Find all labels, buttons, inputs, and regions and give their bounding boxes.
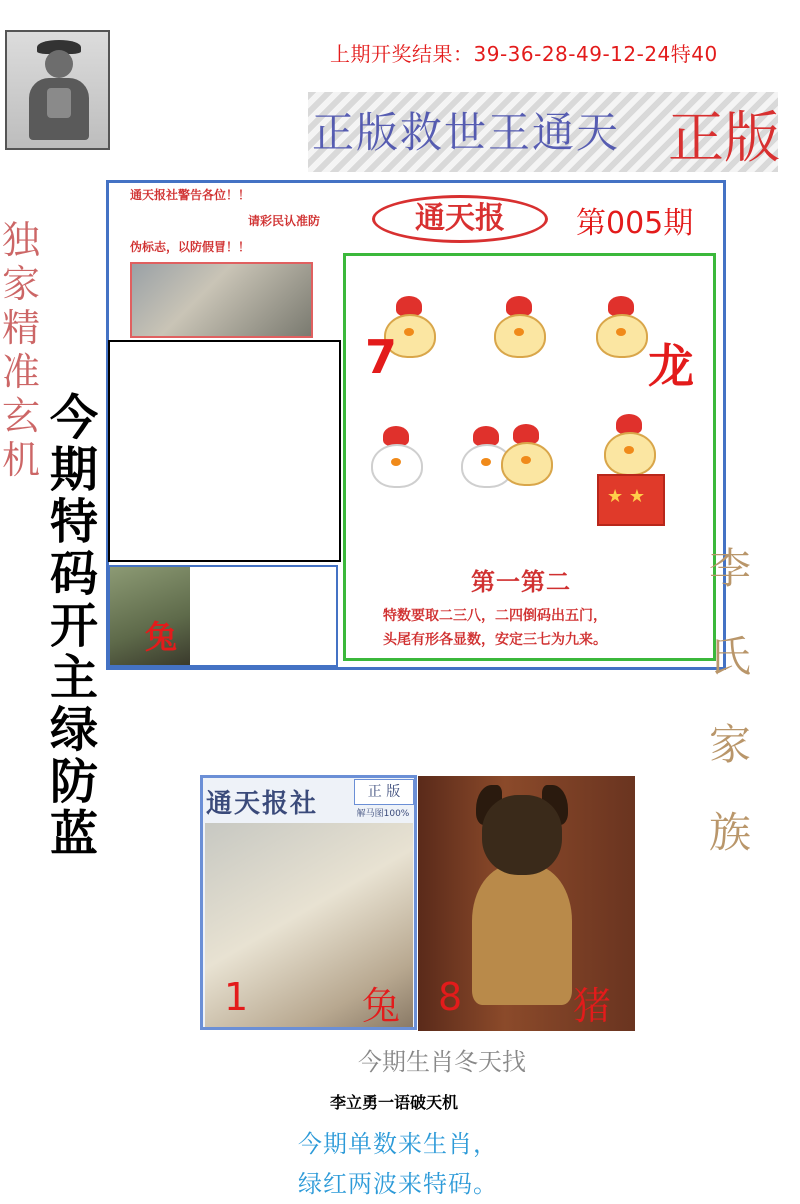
number-seven: 7 (365, 330, 398, 384)
white-rooster-icon (365, 420, 427, 490)
poem-line1: 特数要取二三八，二四倒码出五门， (383, 608, 607, 624)
notice-line2: 请彩民认准防 (247, 214, 320, 228)
caption-block (298, 1124, 498, 1204)
rabbit-label-small: 兔 (145, 618, 178, 656)
number-eight: 8 (438, 975, 463, 1019)
poem-line2: 头尾有形各显数，安定三七为九来。 (383, 632, 607, 648)
badge-subtitle: 解马图100% (356, 809, 410, 819)
banner-zheng: 正版 (668, 106, 780, 171)
zhengban-badge: 正 版 (354, 779, 414, 805)
caption-line4: 绿红两波来特码。 (298, 1170, 498, 1198)
number-one: 1 (224, 975, 249, 1019)
notice-line1: 通天报社警告各位！！ (130, 188, 251, 202)
rabbit-label: 兔 (362, 984, 401, 1028)
rooster-icon (495, 418, 557, 488)
caption-line1: 今期生肖冬天找 (358, 1048, 526, 1076)
issue-number: 第005期 (576, 206, 694, 241)
panel-title: 通天报社 (206, 789, 319, 819)
left-vertical-text: 独家精准玄机 (2, 218, 41, 482)
rooster-icon (488, 290, 550, 360)
snake-photo (130, 262, 313, 338)
gift-box-icon (597, 474, 665, 526)
dog-icon (462, 785, 582, 1010)
blank-box (108, 340, 341, 562)
caption-line3: 今期单数来生肖， (298, 1130, 498, 1158)
notice-block (130, 182, 320, 260)
right-vertical-text: 李氏家族 (708, 544, 751, 857)
poem-block (383, 604, 607, 652)
caption-line2: 李立勇一语破天机 (330, 1093, 459, 1112)
banner-title: 正版救世王通天 (312, 108, 621, 157)
pig-label: 猪 (573, 984, 612, 1028)
big-vertical-text: 今期特码开主绿防蓝 (50, 390, 99, 862)
rooster-icon (590, 290, 652, 360)
last-result-text: 上期开奖结果：39-36-28-49-12-24特40 (330, 42, 718, 66)
rank-title: 第一第二 (471, 568, 571, 596)
notice-line3: 伪标志，以防假冒！！ (130, 240, 251, 254)
tongtianbao-logo: 通天报 (372, 195, 548, 243)
portrait-image (5, 30, 110, 150)
dragon-label: 龙 (648, 339, 694, 393)
rooster-icon (598, 408, 660, 478)
